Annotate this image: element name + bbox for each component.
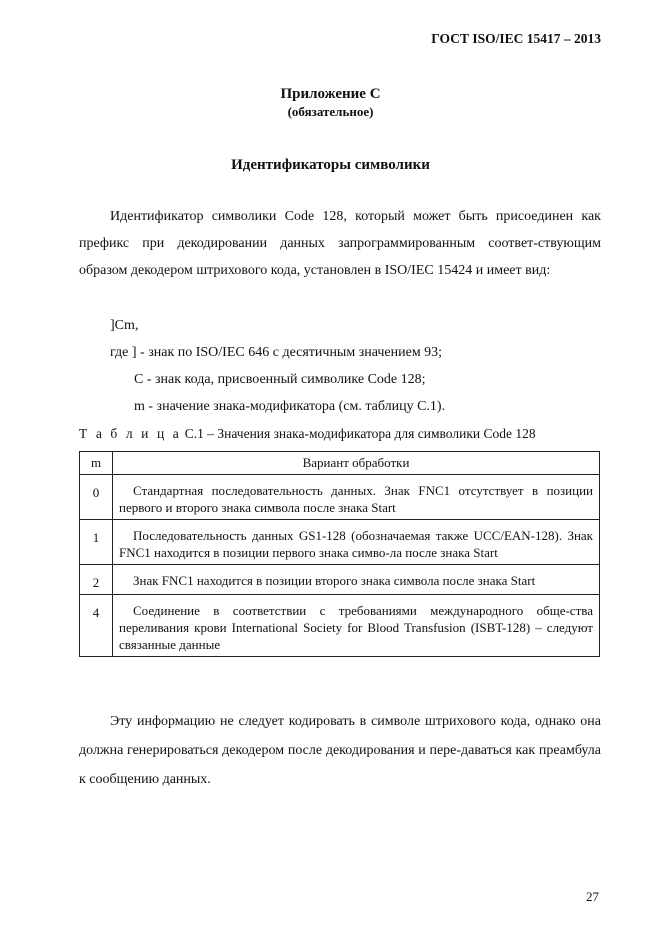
- modifier-table: [79, 451, 600, 657]
- row-m-value: 0: [80, 475, 113, 520]
- header-variant: Вариант обработки: [113, 452, 600, 475]
- identifier-format: ]Cm,: [110, 318, 139, 333]
- table-caption: [79, 426, 536, 442]
- table-row: [80, 595, 600, 657]
- row-description: Знак FNC1 находится в позиции второго знака символа после знака Start: [113, 565, 600, 595]
- appendix-title: Приложение С: [280, 86, 381, 102]
- row-m-value: 1: [80, 520, 113, 565]
- appendix-status: (обязательное): [287, 104, 374, 119]
- table-caption-text: С.1 – Значения знака-модификатора для символики Code 128: [184, 426, 536, 441]
- section-title: Идентификаторы символики: [231, 157, 430, 173]
- definition-c: С - знак кода, присвоенный символике Code 128;: [134, 372, 426, 387]
- table-row: [80, 565, 600, 595]
- standard-header: ГОСТ ISO/IEC 15417 – 2013: [431, 31, 601, 46]
- row-description: Соединение в соответствии с требованиями международного обще-ства переливания крови International Society for Blood Transfusion (ISBT-128) – следуют связанные данные: [113, 595, 600, 657]
- closing-paragraph: Эту информацию не следует кодировать в символе штрихового кода, однако она должна генерироваться декодером после декодирования и пере-даваться как преамбула к сообщению данных.: [79, 714, 601, 787]
- table-header-row: [80, 452, 600, 475]
- row-description: Последовательность данных GS1-128 (обозначаемая также UCC/EAN-128). Знак FNC1 находится в позиции первого знака симво-ла после знака Start: [113, 520, 600, 565]
- row-m-value: 2: [80, 565, 113, 595]
- table-row: [80, 475, 600, 520]
- header-m: m: [80, 452, 113, 475]
- intro-paragraph: Идентификатор символики Code 128, который может быть присоединен как префикс при декодировании данных запрограммированным соответ-ствующим образом декодером штрихового кода, установлен в ISO/IEC 15424 и имеет вид:: [79, 209, 601, 278]
- definition-m: m - значение знака-модификатора (см. таблицу С.1).: [134, 399, 446, 414]
- row-description: Стандартная последовательность данных. Знак FNC1 отсутствует в позиции первого и второго знака символа после знака Start: [113, 475, 600, 520]
- page-number: 27: [586, 889, 599, 904]
- definition-where: где ] - знак по ISO/IEC 646 с десятичным значением 93;: [110, 345, 443, 360]
- row-m-value: 4: [80, 595, 113, 657]
- table-caption-label: Т а б л и ц а: [79, 426, 182, 441]
- table-row: [80, 520, 600, 565]
